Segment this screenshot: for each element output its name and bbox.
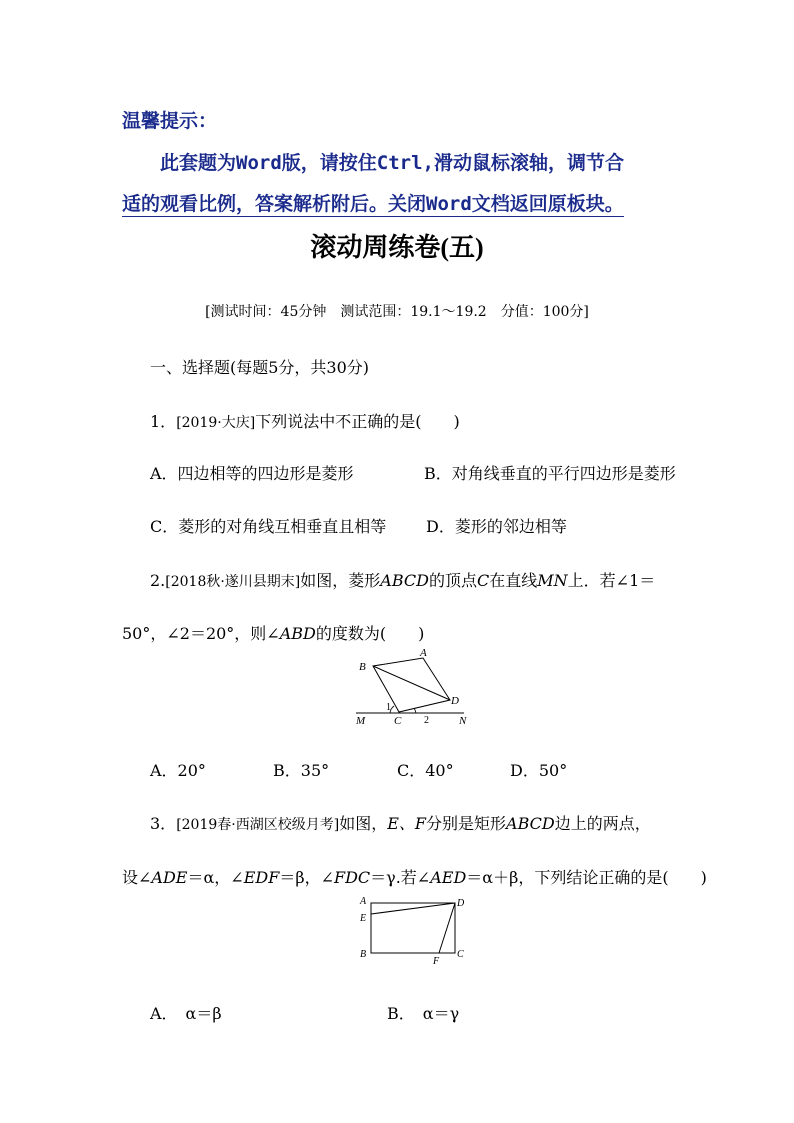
notice-line-2-text: 适的观看比例，答案解析附后。关闭Word文档返回原板块。	[122, 193, 624, 215]
q2-stem-d: 上．若∠1＝	[567, 571, 656, 590]
q3-edf: EDF	[243, 868, 280, 887]
q3-fdc: FDC	[333, 868, 371, 887]
question-3-line-2	[122, 865, 707, 888]
q2-label-m: M	[356, 715, 366, 727]
q3-ade: ADE	[151, 868, 188, 887]
q2-label-angle-2: 2	[424, 715, 429, 726]
q1-option-c: C．菱形的对角线互相垂直且相等	[150, 517, 387, 536]
q2-diagonal-bd	[373, 666, 450, 700]
q3-stem-c: 边上的两点，	[554, 814, 651, 833]
question-2	[150, 568, 655, 591]
q3-rectangle	[371, 903, 455, 953]
q3-l2-pre: 设∠	[122, 868, 152, 887]
q3-option-b: B． α＝γ	[387, 1004, 460, 1023]
section-heading: 一、选择题(每题5分，共30分)	[150, 358, 370, 377]
q3-label-e: E	[360, 913, 367, 924]
q3-ef: E、F	[387, 814, 427, 833]
q3-stem-a: 如图，	[339, 814, 388, 833]
q3-stem-b: 分别是矩形	[426, 814, 507, 833]
q2-stem-a: 如图，菱形	[300, 571, 381, 590]
question-1	[150, 409, 460, 432]
notice-line-2	[122, 189, 624, 216]
q3-option-a: A． α＝β	[150, 1004, 222, 1023]
q3-eq-beta: ＝β，∠	[279, 868, 334, 887]
q2-label-c: C	[394, 715, 402, 727]
q2-number: 2.	[150, 571, 166, 590]
q3-source: [2019春·西湖区校级月考]	[176, 817, 340, 833]
q2-c: C	[477, 571, 490, 590]
q2-label-n: N	[459, 715, 467, 727]
q2-label-a: A	[420, 647, 427, 659]
q3-figure	[356, 892, 472, 966]
q2-line2-a: 50°，∠2＝20°，则∠	[122, 624, 280, 643]
page-title: 滚动周练卷(五)	[310, 233, 484, 262]
q3-eq-gamma: ＝γ.若∠	[370, 868, 431, 887]
q1-stem: 下列说法中不正确的是( )	[255, 412, 460, 431]
q2-source: [2018秋·遂川县期末]	[165, 574, 301, 590]
q2-option-c: C．40°	[397, 761, 454, 780]
q3-label-c: C	[457, 949, 464, 960]
q2-label-b: B	[359, 661, 366, 673]
q2-stem-b: 的顶点	[428, 571, 477, 590]
q2-option-b: B．35°	[273, 761, 330, 780]
test-meta: [测试时间：45分钟 测试范围：19.1～19.2 分值：100分]	[205, 304, 589, 320]
q2-angle-2-arc	[414, 708, 416, 713]
q2-figure	[340, 644, 480, 730]
q3-label-b: B	[360, 949, 367, 960]
q1-number: 1．	[150, 412, 177, 431]
q3-number: 3．	[150, 814, 177, 833]
q3-abcd: ABCD	[506, 814, 555, 833]
q2-label-angle-1: 1	[386, 702, 391, 713]
q2-option-d: D．50°	[510, 761, 568, 780]
q2-option-a: A．20°	[150, 761, 206, 780]
q3-label-f: F	[433, 956, 440, 966]
q3-eq-end: ＝α＋β，下列结论正确的是( )	[466, 868, 707, 887]
q3-segment-df	[439, 903, 455, 953]
q3-label-a: A	[360, 896, 367, 907]
q2-abd: ABD	[279, 624, 316, 643]
q3-label-d: D	[457, 898, 465, 909]
notice-heading: 温馨提示：	[122, 110, 218, 132]
q1-option-b: B．对角线垂直的平行四边形是菱形	[424, 464, 676, 483]
question-2-line-2	[122, 621, 424, 644]
q2-rhombus	[373, 658, 450, 712]
q2-label-d: D	[451, 695, 459, 707]
q2-stem-c: 在直线	[489, 571, 538, 590]
q2-abcd: ABCD	[380, 571, 429, 590]
q2-mn: MN	[537, 571, 568, 590]
q3-aed: AED	[430, 868, 467, 887]
q1-option-d: D．菱形的邻边相等	[426, 517, 567, 536]
q2-line2-b: 的度数为( )	[315, 624, 425, 643]
q3-segment-ed	[371, 903, 455, 914]
q1-option-a: A．四边相等的四边形是菱形	[150, 464, 354, 483]
q1-source: [2019·大庆]	[176, 415, 256, 431]
question-3	[150, 811, 651, 834]
q3-eq-alpha: ＝α，∠	[187, 868, 244, 887]
notice-line-1: 此套题为Word版，请按住Ctrl,滑动鼠标滚轴，调节合	[160, 152, 624, 174]
